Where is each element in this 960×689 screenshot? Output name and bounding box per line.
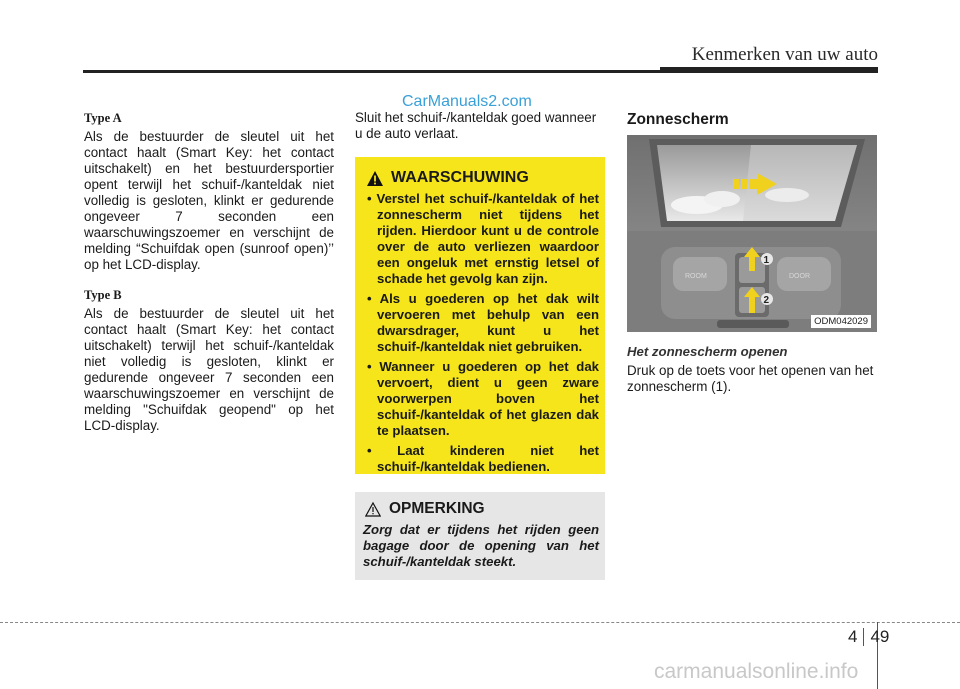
type-b-paragraph: Als de bestuurder de sleutel uit het contact haalt (Smart Key: het contact uitschakelt) terwijl het schuif-/kanteldak niet volledig is gesloten, klinkt er gedurende ongeveer 7 seconden een waarschuwingszoemer en verschijnt de melding "Schuifdak geopend" op het LCD-display. bbox=[84, 306, 334, 433]
type-a-heading: Type A bbox=[84, 111, 122, 125]
caution-triangle-icon bbox=[365, 502, 381, 517]
warning-box bbox=[355, 157, 605, 474]
sunshade-open-subtitle: Het zonnescherm openen bbox=[627, 344, 788, 359]
sunshade-open-text: Druk op de toets voor het openen van het zonnescherm (1). bbox=[627, 363, 874, 394]
watermark-bottom: carmanualsonline.info bbox=[654, 660, 859, 683]
sunroof-intro: Sluit het schuif-/kanteldak goed wanneer u de auto verlaat. bbox=[355, 110, 597, 141]
warning-item: • Verstel het schuif-/kanteldak of het zonnescherm niet tijdens het rijden. Hierdoor kunt u de controle over de auto verliezen waardoor een ongeluk met ernstig letsel of schade het gevolg kan zijn. bbox=[367, 191, 600, 286]
type-a-paragraph: Als de bestuurder de sleutel uit het contact haalt (Smart Key: het contact uitschakelt) en het bestuurdersportier opent terwijl het schuif-/kanteldak niet volledig is gesloten, klinkt er gedurende ongeveer 7 seconden een waarschuwingszoemer en verschijnt de melding “Schuifdak open (sunroof open)’’ op het LCD-display. bbox=[84, 129, 334, 272]
page-number bbox=[848, 627, 889, 647]
column-2 bbox=[355, 110, 605, 154]
chapter-number: 4 bbox=[848, 627, 858, 646]
warning-item: • Als u goederen op het dak wilt vervoeren met behulp van een dwarsdrager, kunt u het schuif-/kanteldak niet gebruiken. bbox=[367, 291, 599, 354]
header-rule-thick bbox=[660, 67, 878, 72]
page-separator bbox=[863, 628, 864, 646]
column-1 bbox=[84, 110, 334, 448]
note-text: Zorg dat er tijdens het rijden geen bagage door de opening van het schuif-/kanteldak steekt. bbox=[363, 522, 599, 569]
sunshade-text-block bbox=[627, 344, 878, 407]
warning-list bbox=[363, 191, 599, 475]
callout-1: 1 bbox=[763, 255, 770, 266]
note-title: OPMERKING bbox=[389, 500, 485, 517]
warning-header bbox=[367, 169, 599, 187]
sunroof-figure-svg bbox=[627, 135, 877, 332]
column-3 bbox=[627, 110, 878, 128]
watermark-top: CarManuals2.com bbox=[402, 93, 532, 110]
door-button-label: DOOR bbox=[789, 273, 810, 280]
callout-2: 2 bbox=[763, 295, 770, 306]
warning-item: • Laat kinderen niet het schuif-/kanteldak bedienen. bbox=[367, 443, 599, 474]
sunshade-illustration bbox=[627, 135, 877, 332]
room-button-label: ROOM bbox=[685, 273, 707, 280]
note-header bbox=[365, 500, 599, 518]
page-number-value: 49 bbox=[870, 627, 890, 646]
figure-caption: ODM042029 bbox=[811, 315, 871, 328]
footer-rule bbox=[0, 622, 960, 623]
note-box bbox=[355, 492, 605, 580]
sunshade-heading: Zonnescherm bbox=[627, 111, 729, 128]
warning-item: • Wanneer u goederen op het dak vervoert, dient u geen zware voorwerpen boven het schuif-/kanteldak of het glazen dak te plaatsen. bbox=[367, 359, 599, 438]
warning-triangle-icon bbox=[367, 171, 383, 186]
chapter-title: Kenmerken van uw auto bbox=[691, 44, 878, 65]
type-b-heading: Type B bbox=[84, 288, 122, 302]
warning-title: WAARSCHUWING bbox=[391, 169, 529, 186]
